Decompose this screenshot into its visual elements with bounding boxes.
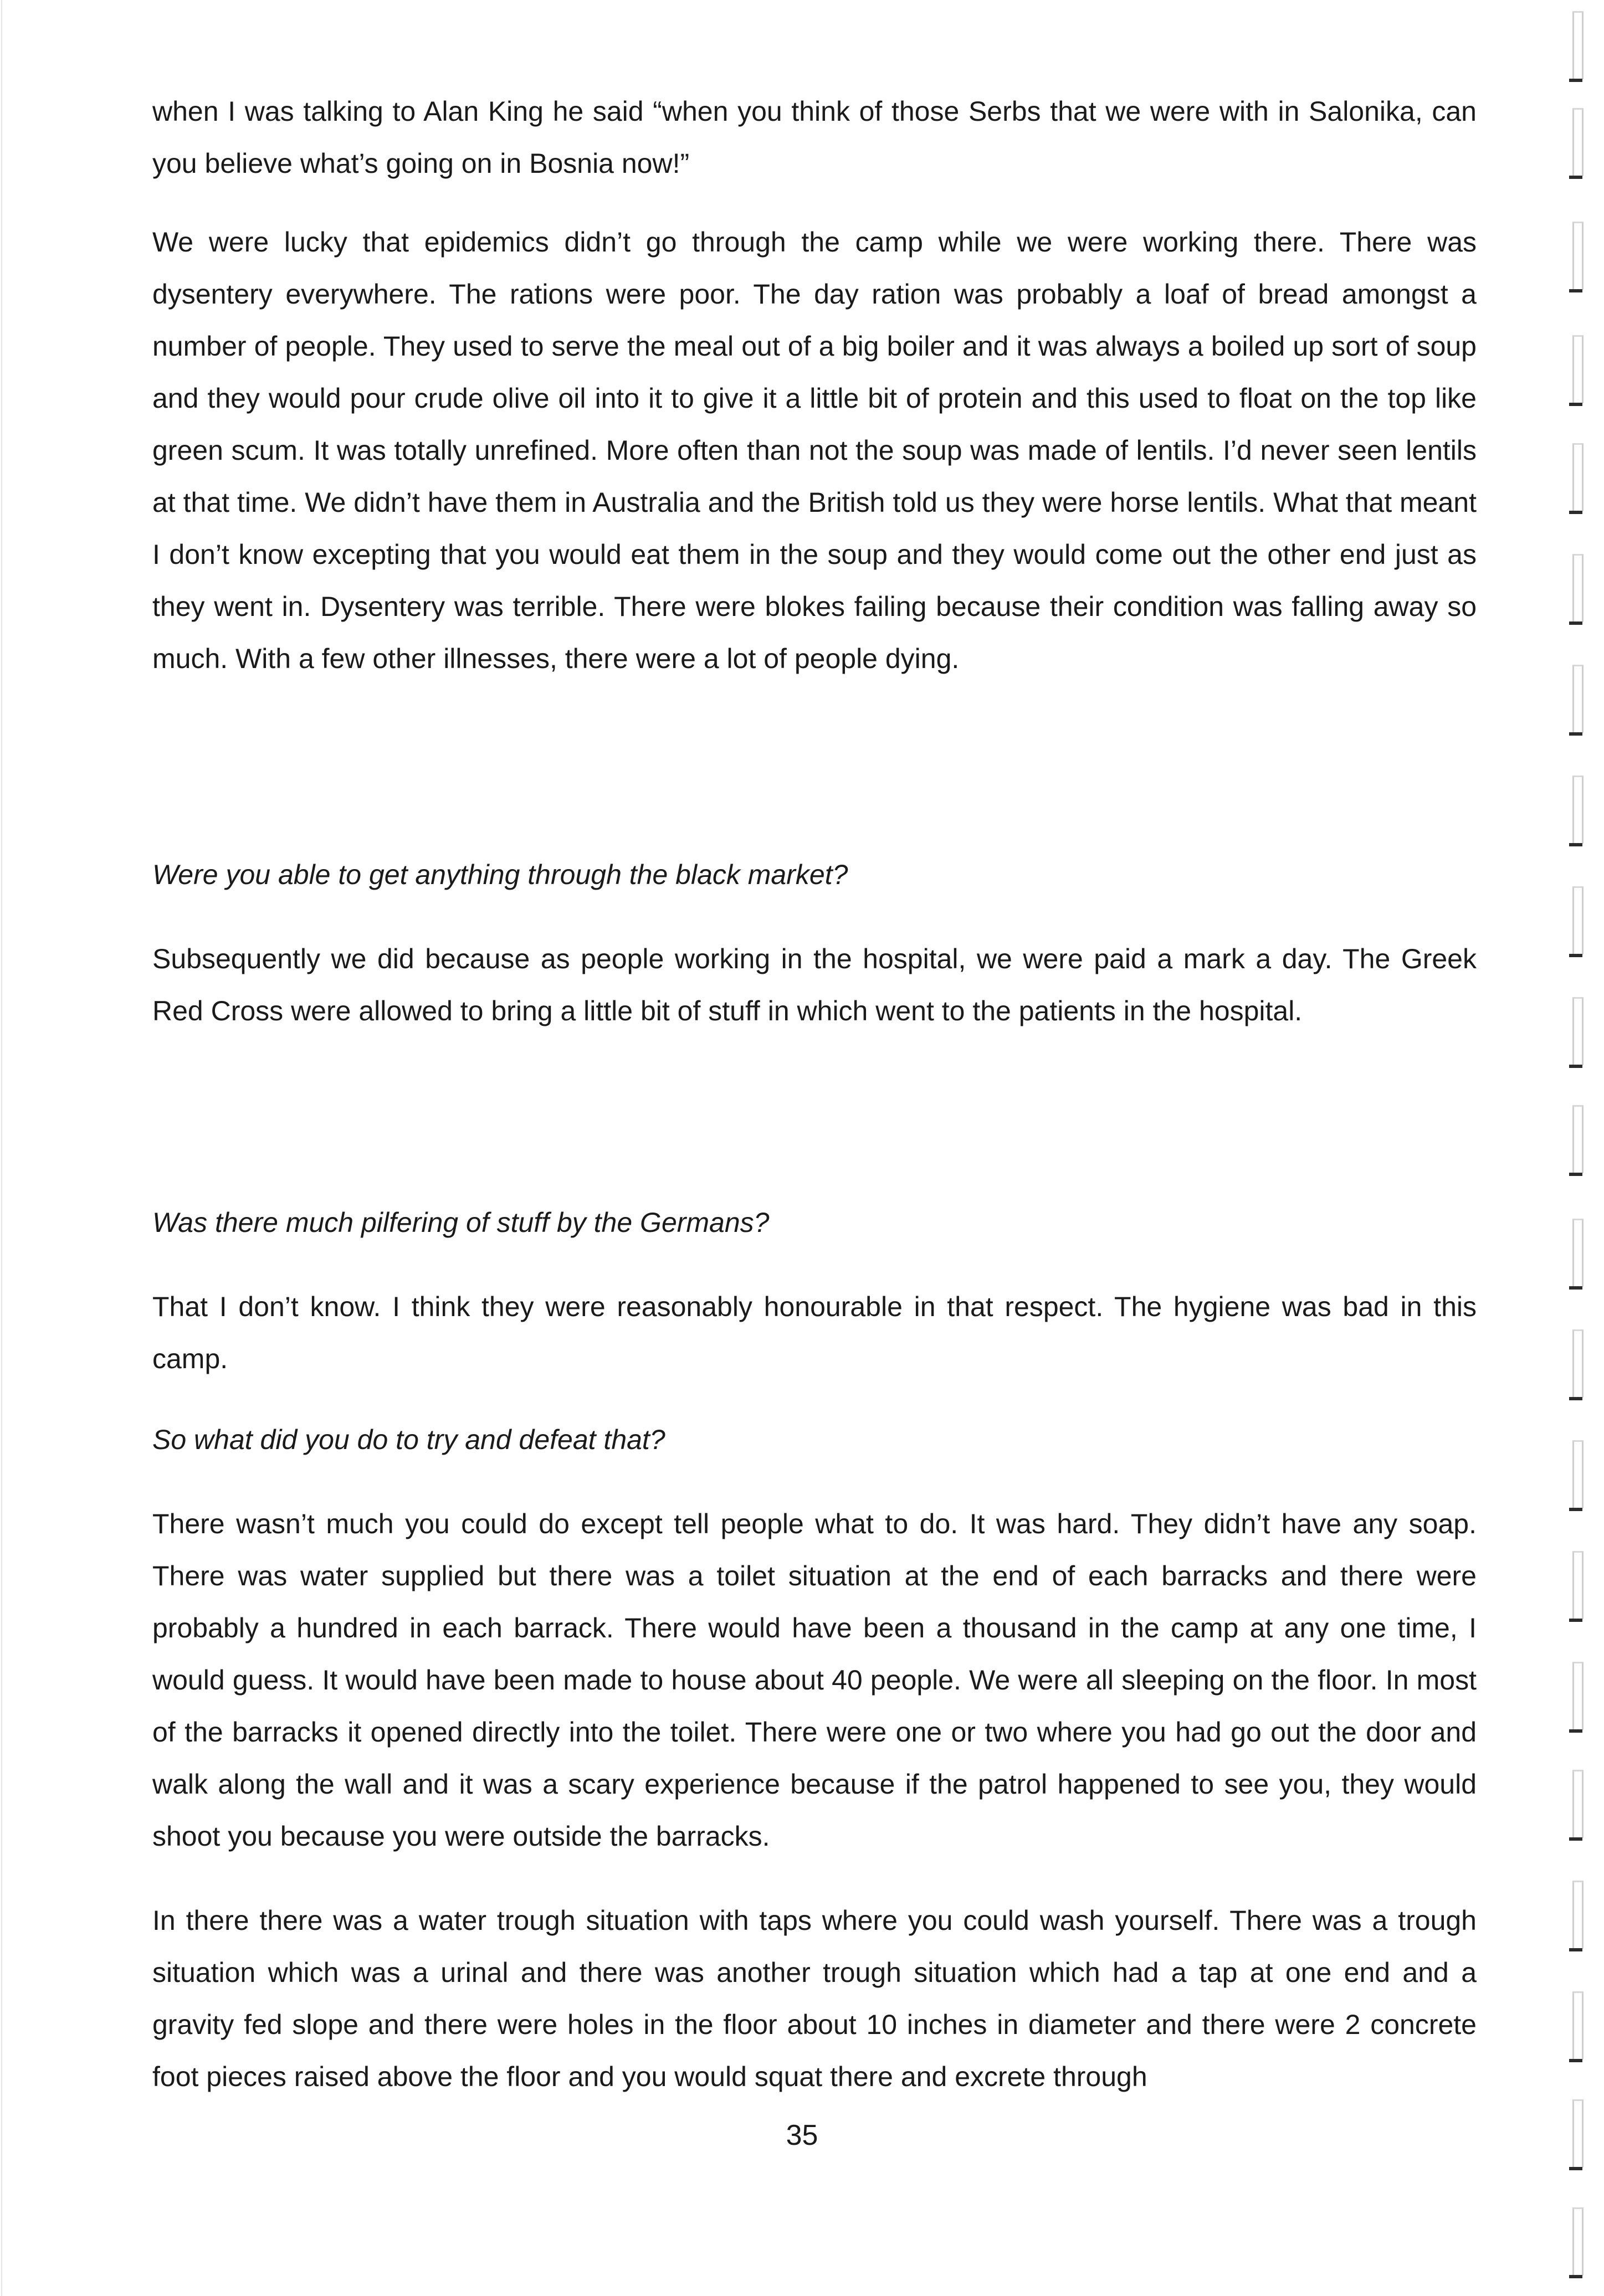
binding-mark [1567, 443, 1583, 515]
paragraph-barracks-toilet [152, 1498, 1477, 1862]
binding-mark [1567, 1219, 1583, 1291]
paragraph-water-trough [152, 1894, 1477, 2103]
binding-mark [1567, 886, 1583, 958]
binding-mark [1567, 1662, 1583, 1734]
paragraph-text: In there there was a water trough situation with taps where you could wash yourself. There was a trough situation which was a urinal and there was another trough situation which had a tap at one end and a gravity fed slope and there were holes in the floor about 10 inches in diameter and there were 2 concrete foot pieces raised above the floor and you would squat there and excrete through [152, 1905, 1477, 2092]
paragraph-hospital-pay [152, 933, 1477, 1037]
question-pilfering [152, 1196, 1477, 1249]
binding-mark [1567, 1551, 1583, 1623]
paragraph-alan-king [152, 85, 1477, 189]
binding-mark [1567, 11, 1583, 83]
binding-mark [1567, 108, 1583, 180]
paragraph-text: There wasn’t much you could do except tell people what to do. It was hard. They didn’t have any soap. There was water supplied but there was a toilet situation at the end of each barracks and there were probably a hundred in each barrack. There would have been a thousand in the camp at any one time, I would guess. It would have been made to house about 40 people. We were all sleeping on the floor. In most of the barracks it opened directly into the toilet. There were one or two where you had go out the door and walk along the wall and it was a scary experience because if the patrol happened to see you, they would shoot you because you were outside the barracks. [152, 1508, 1477, 1852]
interview-question: Were you able to get anything through the black market? [152, 859, 848, 890]
scan-edge-left [1, 0, 2, 2296]
page-number: 35 [786, 2119, 818, 2151]
binding-strip [1567, 0, 1589, 2296]
paragraph-text: when I was talking to Alan King he said “when you think of those Serbs that we were with in Salonika, can you believe what’s going on in Bosnia now!” [152, 96, 1477, 179]
binding-mark [1567, 775, 1583, 847]
binding-mark [1567, 2099, 1583, 2171]
question-defeat-that [152, 1414, 1477, 1466]
binding-mark [1567, 1770, 1583, 1842]
binding-mark [1567, 335, 1583, 407]
binding-mark [1567, 1881, 1583, 1953]
question-black-market [152, 849, 1477, 901]
binding-mark [1567, 1105, 1583, 1177]
paragraph-hygiene [152, 1281, 1477, 1385]
binding-mark [1567, 554, 1583, 626]
binding-mark [1567, 997, 1583, 1069]
interview-question: So what did you do to try and defeat that? [152, 1424, 665, 1455]
paragraph-text: We were lucky that epidemics didn’t go through the camp while we were working there. There was dysentery everywhere. The rations were poor. The day ration was probably a loaf of bread amongst a number of people. They used to serve the meal out of a big boiler and it was always a boiled up sort of soup and they would pour crude olive oil into it to give it a little bit of protein and this used to float on the top like green scum. It was totally unrefined. More often than not the soup was made of lentils. I’d never seen lentils at that time. We didn’t have them in Australia and the British told us they were horse lentils. What that meant I don’t know excepting that you would eat them in the soup and they would come out the other end just as they went in. Dysentery was terrible. There were blokes failing because their condition was falling away so much. With a few other illnesses, there were a lot of people dying. [152, 227, 1477, 674]
paragraph-text: That I don’t know. I think they were reasonably honourable in that respect. The hygiene was bad in this camp. [152, 1291, 1477, 1374]
binding-mark [1567, 1329, 1583, 1401]
binding-mark [1567, 222, 1583, 294]
interview-question: Was there much pilfering of stuff by the Germans? [152, 1207, 770, 1238]
paragraph-epidemics [152, 216, 1477, 685]
binding-mark [1567, 665, 1583, 737]
binding-mark [1567, 2207, 1583, 2279]
binding-mark [1567, 1440, 1583, 1512]
binding-mark [1567, 1991, 1583, 2063]
paragraph-text: Subsequently we did because as people working in the hospital, we were paid a mark a day. The Greek Red Cross were allowed to bring a little bit of stuff in which went to the patients in the hospital. [152, 943, 1477, 1026]
